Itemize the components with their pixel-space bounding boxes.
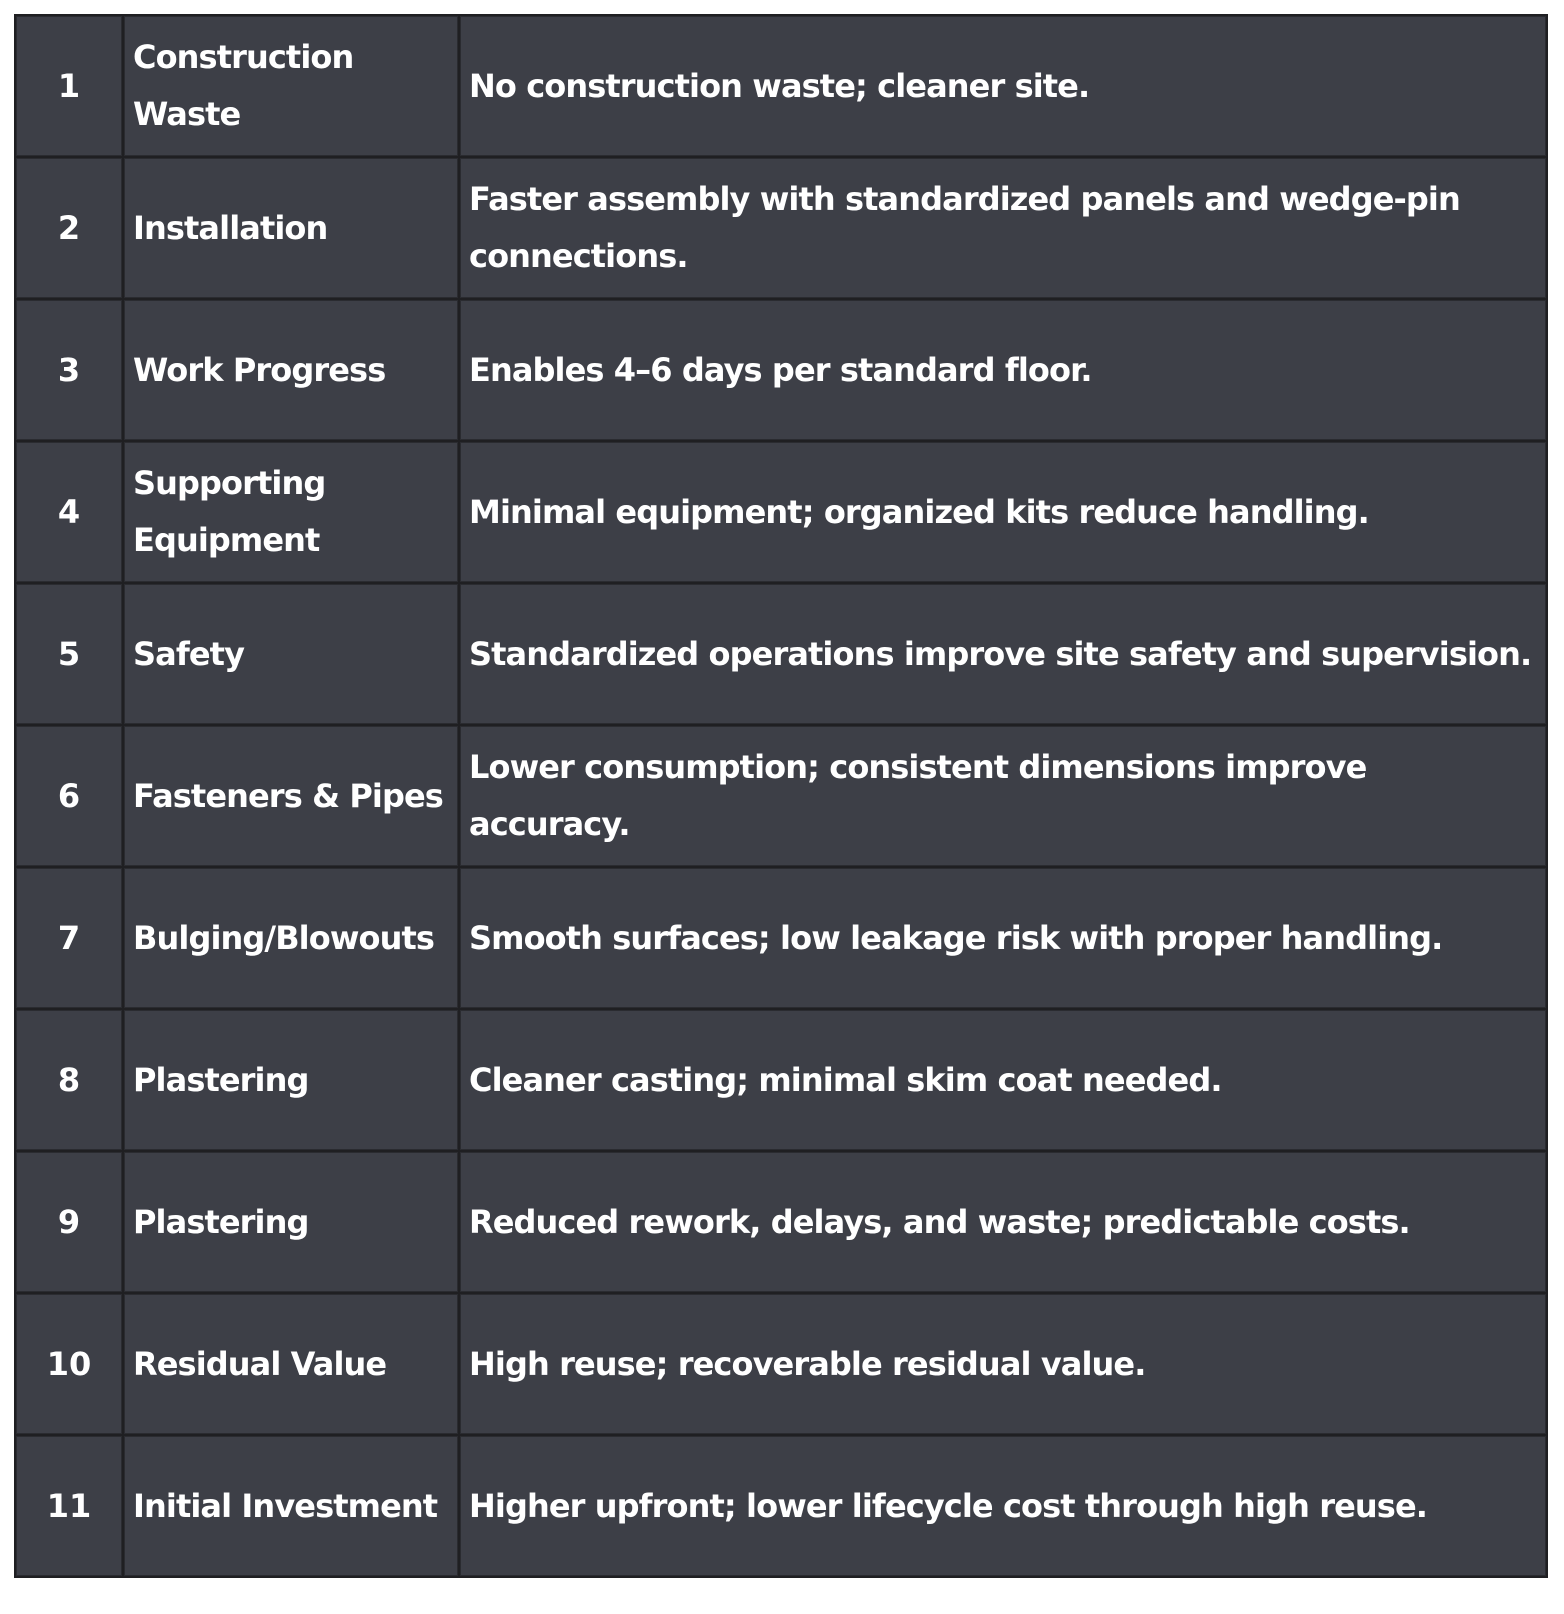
table-row [16, 1152, 1546, 1292]
row-description: No construction waste; cleaner site. [460, 16, 1546, 156]
row-aspect: Supporting Equipment [124, 442, 458, 582]
row-aspect: Initial Investment [124, 1436, 458, 1576]
row-description: Higher upfront; lower lifecycle cost through high reuse. [460, 1436, 1546, 1576]
row-description: Cleaner casting; minimal skim coat needed. [460, 1010, 1546, 1150]
row-number: 1 [16, 16, 122, 156]
row-aspect: Bulging/Blowouts [124, 868, 458, 1008]
table-row [16, 726, 1546, 866]
row-number: 6 [16, 726, 122, 866]
comparison-table [14, 14, 1548, 1578]
table-row [16, 868, 1546, 1008]
row-description: Lower consumption; consistent dimensions improve accuracy. [460, 726, 1546, 866]
row-aspect: Safety [124, 584, 458, 724]
table-body [16, 16, 1546, 1576]
row-number: 10 [16, 1294, 122, 1434]
row-number: 9 [16, 1152, 122, 1292]
row-description: Reduced rework, delays, and waste; predictable costs. [460, 1152, 1546, 1292]
table-row [16, 1010, 1546, 1150]
table-row [16, 300, 1546, 440]
comparison-table-container [14, 14, 1546, 1578]
table-row [16, 16, 1546, 156]
row-number: 11 [16, 1436, 122, 1576]
row-aspect: Plastering [124, 1152, 458, 1292]
row-description: Enables 4–6 days per standard floor. [460, 300, 1546, 440]
row-aspect: Fasteners & Pipes [124, 726, 458, 866]
table-row [16, 1294, 1546, 1434]
table-row [16, 1436, 1546, 1576]
table-row [16, 442, 1546, 582]
row-aspect: Construction Waste [124, 16, 458, 156]
row-number: 3 [16, 300, 122, 440]
table-row [16, 158, 1546, 298]
row-aspect: Plastering [124, 1010, 458, 1150]
row-description: Faster assembly with standardized panels and wedge-pin connections. [460, 158, 1546, 298]
row-description: High reuse; recoverable residual value. [460, 1294, 1546, 1434]
row-number: 8 [16, 1010, 122, 1150]
row-aspect: Residual Value [124, 1294, 458, 1434]
row-description: Smooth surfaces; low leakage risk with proper handling. [460, 868, 1546, 1008]
row-number: 5 [16, 584, 122, 724]
table-row [16, 584, 1546, 724]
row-description: Minimal equipment; organized kits reduce handling. [460, 442, 1546, 582]
row-number: 4 [16, 442, 122, 582]
row-number: 2 [16, 158, 122, 298]
row-number: 7 [16, 868, 122, 1008]
row-aspect: Work Progress [124, 300, 458, 440]
row-description: Standardized operations improve site safety and supervision. [460, 584, 1546, 724]
row-aspect: Installation [124, 158, 458, 298]
